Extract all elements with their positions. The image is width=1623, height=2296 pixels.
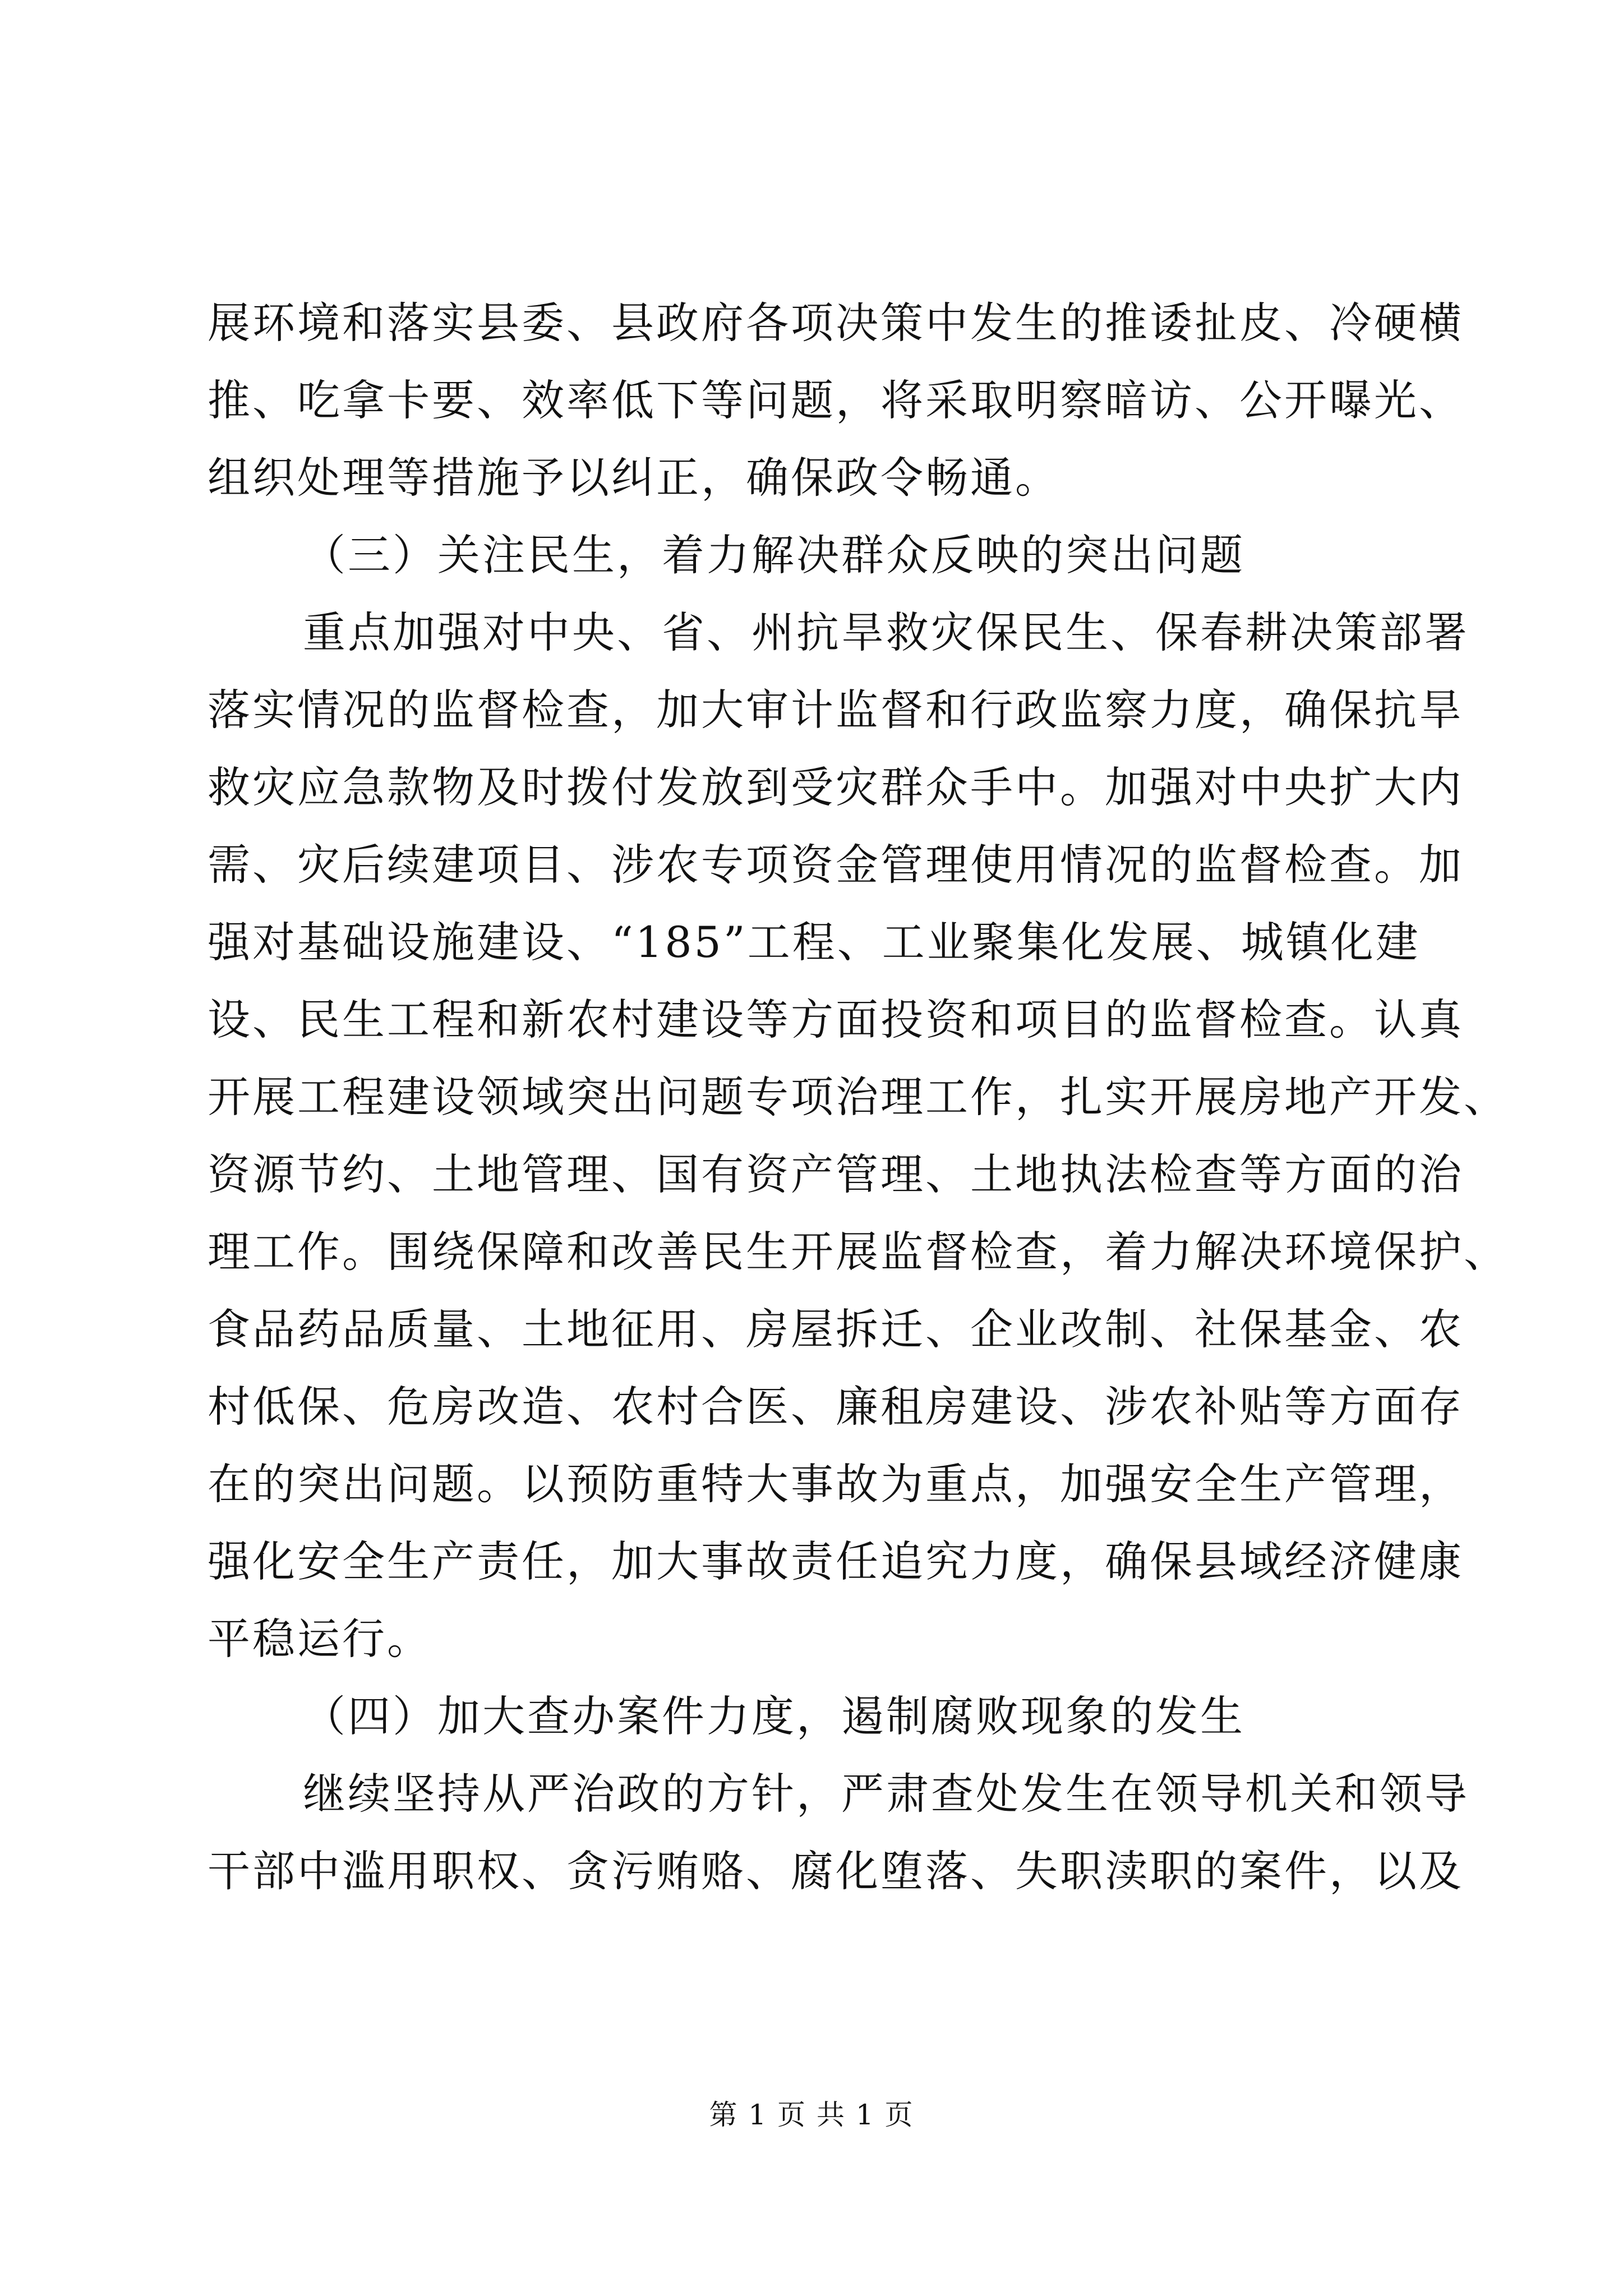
paragraph-line: 设、民生工程和新农村建设等方面投资和项目的监督检查。认真 (208, 995, 1464, 1045)
paragraph-line: 强对基础设施建设、“185”工程、工业聚集化发展、城镇化建 (208, 917, 1421, 967)
paragraph-line: 需、灾后续建项目、涉农专项资金管理使用情况的监督检查。加 (208, 840, 1464, 890)
paragraph-line: 平稳运行。 (208, 1614, 432, 1664)
paragraph-line: 开展工程建设领域突出问题专项治理工作，扎实开展房地产开发、 (208, 1072, 1509, 1122)
paragraph-line: 资源节约、土地管理、国有资产管理、土地执法检查等方面的治 (208, 1149, 1464, 1199)
paragraph-line: 继续坚持从严治政的方针，严肃查处发生在领导机关和领导 (303, 1769, 1469, 1819)
paragraph-line: 推、吃拿卡要、效率低下等问题，将采取明察暗访、公开曝光、 (208, 375, 1464, 425)
paragraph-line: 在的突出问题。以预防重特大事故为重点，加强安全生产管理， (208, 1459, 1464, 1509)
paragraph-line: 救灾应急款物及时拨付发放到受灾群众手中。加强对中央扩大内 (208, 762, 1464, 812)
paragraph-line: 强化安全生产责任，加大事故责任追究力度，确保县域经济健康 (208, 1536, 1464, 1586)
section-heading-3: （三）关注民生，着力解决群众反映的突出问题 (303, 530, 1245, 580)
paragraph-line: 食品药品质量、土地征用、房屋拆迁、企业改制、社保基金、农 (208, 1304, 1464, 1354)
paragraph-line: 展环境和落实县委、县政府各项决策中发生的推诿扯皮、冷硬横 (208, 298, 1464, 348)
paragraph-line: 组织处理等措施予以纠正，确保政令畅通。 (208, 453, 1060, 503)
page-footer: 第 1 页 共 1 页 (709, 2099, 914, 2131)
paragraph-line: 落实情况的监督检查，加大审计监督和行政监察力度，确保抗旱 (208, 685, 1464, 735)
paragraph-line: 干部中滥用职权、贪污贿赂、腐化堕落、失职渎职的案件，以及 (208, 1846, 1464, 1896)
paragraph-line: 重点加强对中央、省、州抗旱救灾保民生、保春耕决策部署 (303, 608, 1469, 657)
paragraph-line: 村低保、危房改造、农村合医、廉租房建设、涉农补贴等方面存 (208, 1382, 1464, 1432)
paragraph-line: 理工作。围绕保障和改善民生开展监督检查，着力解决环境保护、 (208, 1227, 1509, 1277)
section-heading-4: （四）加大查办案件力度，遏制腐败现象的发生 (303, 1691, 1245, 1741)
